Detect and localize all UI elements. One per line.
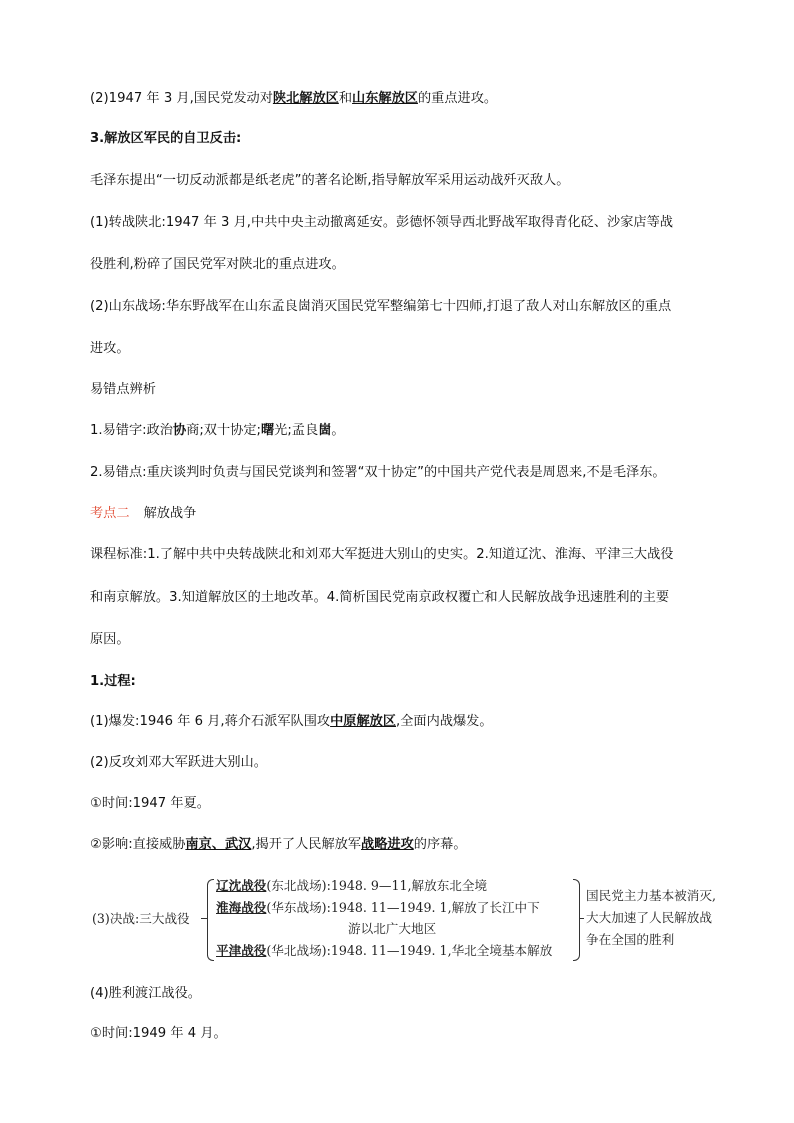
battle-name: 辽沈战役: [216, 878, 267, 893]
battle-name: 平津战役: [216, 943, 267, 958]
left-brace: [207, 879, 214, 961]
text-line-16: (1)爆发:1946 年 6 月,蒋介石派军队围攻中原解放区,全面内战爆发。: [90, 714, 493, 729]
three-battles-diagram: [90, 873, 716, 965]
text-line-14: 原因。: [90, 632, 130, 647]
text-line-17: (2)反攻刘邓大军跃进大别山。: [90, 755, 267, 770]
text-line-19: ②影响:直接威胁南京、武汉,揭开了人民解放军战略进攻的序幕。: [90, 837, 467, 852]
battle-row: 淮海战役(华东战场):1948. 11—1949. 1,解放了长江中下: [216, 900, 540, 915]
topic-heading: [90, 505, 706, 523]
text-line-6: (2)山东战场:华东野战军在山东孟良崮消灭国民党军整编第七十四师,打退了敌人对山东解放区的重点: [90, 299, 672, 314]
text-line-1: (2)1947 年 3 月,国民党发动对陕北解放区和山东解放区的重点进攻。: [90, 91, 498, 106]
text-line-9: 1.易错字:政治协商;双十协定;曙光;孟良崮。: [90, 423, 345, 438]
error-prone-heading: 易错点辨析: [90, 382, 156, 397]
text-line-5: 役胜利,粉碎了国民党军对陕北的重点进攻。: [90, 257, 345, 272]
section-heading-process: 1.过程:: [90, 674, 136, 689]
battle-row: 辽沈战役(东北战场):1948. 9—11,解放东北全境: [216, 878, 488, 893]
text-line-4: (1)转战陕北:1947 年 3 月,中共中央主动撤离延安。彭德怀领导西北野战军取得青化砭、沙家店等战: [90, 215, 673, 230]
right-brace-tip: [579, 918, 584, 919]
text-line-18: ①时间:1947 年夏。: [90, 796, 210, 811]
battle-name: 淮海战役: [216, 900, 267, 915]
battle-row-continued: 游以北广大地区: [348, 921, 437, 936]
text-line-7: 进攻。: [90, 341, 130, 356]
section-heading-self-defense: 3.解放区军民的自卫反击:: [90, 131, 242, 146]
right-brace: [573, 879, 580, 961]
battle-row: 平津战役(华北战场):1948. 11—1949. 1,华北全境基本解放: [216, 943, 553, 958]
text-line-21: ①时间:1949 年 4 月。: [90, 1026, 227, 1041]
text-line-12: 课程标准:1.了解中共中央转战陕北和刘邓大军挺进大别山的史实。2.知道辽沈、淮海、平津三大战役: [90, 547, 674, 562]
text-line-13: 和南京解放。3.知道解放区的土地改革。4.简析国民党南京政权覆亡和人民解放战争迅速胜利的主要: [90, 590, 670, 605]
topic-number: 考点二: [90, 506, 130, 521]
text-line-3: 毛泽东提出“一切反动派都是纸老虎”的著名论断,指导解放军采用运动战歼灭敌人。: [90, 173, 570, 188]
topic-title: 解放战争: [143, 506, 197, 521]
result-line-1: 国民党主力基本被消灭,: [586, 888, 716, 903]
text-line-20: (4)胜利渡江战役。: [90, 986, 201, 1001]
result-line-2: 大大加速了人民解放战: [586, 910, 712, 925]
text-line-10: 2.易错点:重庆谈判时负责与国民党谈判和签署“双十协定”的中国共产党代表是周恩来,不是毛泽东。: [90, 465, 666, 480]
result-line-3: 争在全国的胜利: [586, 932, 675, 947]
left-brace-tip: [201, 918, 207, 919]
diagram-root-label: (3)决战:三大战役: [92, 911, 190, 926]
